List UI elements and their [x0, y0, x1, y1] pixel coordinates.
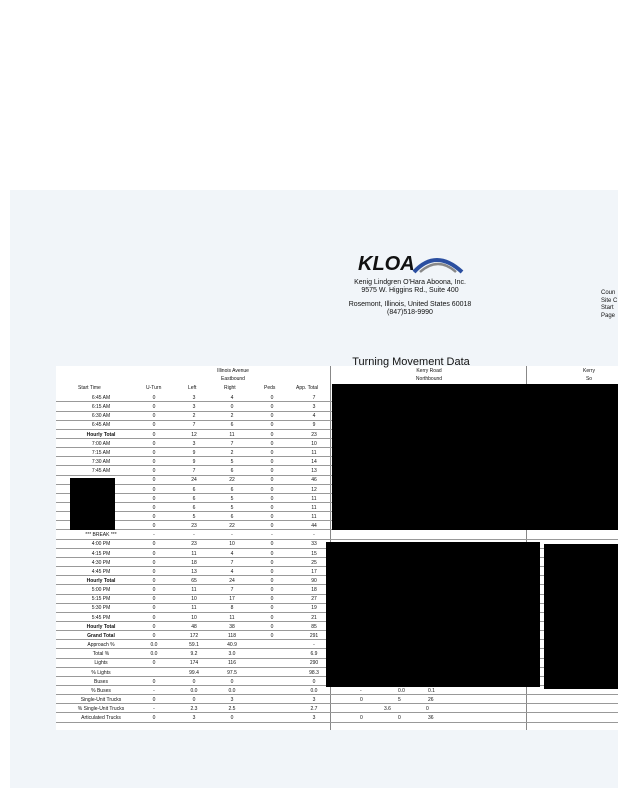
table-cell: 6: [230, 468, 234, 475]
table-cell: 0: [270, 486, 274, 493]
table-cell: 0: [270, 550, 274, 557]
table-cell: 291: [309, 632, 319, 639]
row-label: 5:45 PM: [91, 614, 111, 621]
header-uturn: U-Turn: [146, 385, 162, 391]
row-label: Hourly Total: [86, 431, 116, 438]
table-cell: 17: [229, 596, 235, 603]
table-cell: 10: [311, 440, 317, 447]
table-cell: 13: [191, 568, 197, 575]
row-label: 4:30 PM: [91, 559, 111, 566]
company-address: 9575 W. Higgins Rd., Suite 400: [361, 287, 459, 294]
table-cell: 0: [270, 395, 274, 401]
table-cell: 0.0: [228, 687, 236, 694]
table-cell: 0: [312, 678, 316, 685]
table-cell: 9.2: [190, 651, 198, 658]
table-cell: 19: [311, 605, 317, 612]
redaction-block: [326, 542, 540, 687]
table-cell: 0: [270, 477, 274, 484]
table-cell: 5: [230, 495, 234, 502]
table-cell: 0: [270, 614, 274, 621]
table-cell: 0.1: [428, 687, 435, 694]
table-cell: -: [313, 532, 315, 539]
table-cell: 0: [270, 596, 274, 603]
row-rule: [56, 722, 618, 723]
table-cell: 2.5: [228, 706, 236, 713]
header-app-total: App. Total: [296, 385, 319, 391]
row-label: 5:00 PM: [91, 587, 111, 594]
table-cell: 0: [270, 504, 274, 511]
row-label: 7:00 AM: [91, 440, 111, 447]
table-cell: 11: [311, 513, 317, 520]
table-cell: 0: [152, 696, 156, 703]
table-cell: 0: [426, 706, 429, 713]
table-cell: 0: [270, 440, 274, 447]
table-cell: -: [153, 706, 155, 713]
table-cell: 6: [230, 422, 234, 429]
table-cell: 8: [230, 605, 234, 612]
table-cell: 3: [230, 696, 234, 703]
table-cell: 97.5: [227, 669, 237, 676]
table-cell: 48: [191, 623, 197, 630]
table-cell: 3: [192, 715, 196, 722]
group-2-direction: Northbound: [415, 376, 443, 382]
table-cell: 5: [230, 504, 234, 511]
table-cell: 24: [229, 578, 235, 584]
table-cell: 2.3: [190, 706, 198, 713]
table-cell: 15: [311, 550, 317, 557]
table-row: [56, 696, 618, 704]
row-label: Buses: [94, 678, 108, 685]
redaction-block: [544, 544, 618, 689]
table-cell: 0: [270, 459, 274, 466]
table-cell: 0: [270, 587, 274, 594]
table-cell: -: [313, 642, 315, 649]
table-cell: 18: [311, 587, 317, 594]
table-cell: 0: [270, 513, 274, 520]
table-cell: 2.7: [310, 706, 318, 713]
table-cell: 3.0: [228, 651, 236, 658]
table-cell: 0: [152, 504, 156, 511]
header-right: Right: [224, 385, 236, 391]
table-cell: 6: [230, 486, 234, 493]
table-cell: 10: [229, 541, 235, 548]
table-cell: 0: [152, 559, 156, 566]
table-cell: -: [153, 687, 155, 694]
table-cell: 5: [398, 696, 401, 703]
table-cell: 0: [270, 559, 274, 566]
table-row: [56, 714, 618, 722]
table-cell: 90: [311, 578, 317, 584]
table-cell: 11: [229, 431, 235, 438]
table-cell: 0: [270, 568, 274, 575]
table-cell: 9: [192, 449, 196, 456]
company-name: Kenig Lindgren O'Hara Aboona, Inc.: [354, 279, 466, 286]
table-cell: 0: [152, 395, 156, 401]
table-cell: 0: [152, 440, 156, 447]
table-cell: 65: [191, 578, 197, 584]
row-label: 7:30 AM: [91, 459, 111, 466]
header-start-time: Start Time: [78, 385, 101, 391]
table-cell: 46: [311, 477, 317, 484]
row-label: 6:45 AM: [91, 422, 111, 429]
meta-page: Page: [601, 312, 616, 319]
row-label: Approach %: [87, 642, 115, 649]
table-cell: 5: [192, 513, 196, 520]
row-label: Total %: [92, 651, 110, 658]
table-cell: 0: [398, 715, 401, 722]
table-cell: 3: [312, 715, 316, 722]
table-cell: 7: [312, 395, 316, 401]
table-cell: 0: [270, 468, 274, 475]
table-cell: 0: [152, 678, 156, 685]
table-cell: 0: [270, 413, 274, 420]
table-cell: 0: [152, 605, 156, 612]
table-cell: -: [231, 532, 233, 539]
table-cell: 4: [230, 395, 234, 401]
group-3-street: Kerry: [583, 368, 595, 374]
table-cell: 10: [191, 614, 197, 621]
row-label: Articulated Trucks: [81, 715, 121, 722]
table-cell: 174: [189, 660, 199, 667]
table-cell: 13: [311, 468, 317, 475]
company-info: [330, 279, 490, 317]
table-cell: 0: [270, 623, 274, 630]
table-cell: 6: [230, 513, 234, 520]
table-cell: 172: [189, 632, 199, 639]
table-cell: 4: [230, 550, 234, 557]
table-cell: 3: [192, 404, 196, 411]
table-cell: 7: [192, 468, 196, 475]
meta-start: Start: [601, 305, 614, 311]
table-cell: 118: [228, 632, 236, 639]
table-cell: 22: [229, 523, 235, 530]
table-cell: 0: [152, 660, 156, 667]
table-cell: 0: [152, 486, 156, 493]
table-cell: 7: [192, 422, 196, 429]
table-cell: 0: [270, 632, 274, 639]
meta-count: Coun: [601, 290, 616, 296]
table-cell: 59.1: [189, 642, 199, 649]
table-cell: 0: [152, 587, 156, 594]
table-cell: 0.0: [190, 687, 198, 694]
table-cell: 3: [312, 696, 316, 703]
table-cell: 11: [191, 605, 197, 612]
table-cell: 0: [270, 541, 274, 548]
table-cell: 0.0: [310, 687, 318, 694]
table-cell: 17: [311, 568, 317, 575]
count-meta: [601, 290, 617, 320]
table-cell: 0: [152, 578, 156, 584]
table-cell: 3: [312, 404, 316, 411]
table-cell: 23: [311, 431, 317, 438]
table-cell: 0: [152, 495, 156, 502]
table-cell: 0: [152, 541, 156, 548]
table-cell: 98.3: [309, 669, 319, 676]
table-cell: 0: [152, 468, 156, 475]
table-cell: 0: [230, 715, 234, 722]
group-3-direction: So: [585, 376, 593, 382]
table-row: [56, 705, 618, 713]
table-cell: 0: [152, 614, 156, 621]
table-cell: 22: [229, 477, 235, 484]
table-cell: 0: [152, 596, 156, 603]
table-cell: 5: [230, 459, 234, 466]
table-cell: 0: [152, 477, 156, 484]
table-cell: 12: [311, 486, 317, 493]
table-cell: -: [193, 532, 195, 539]
table-cell: 0: [270, 449, 274, 456]
table-cell: -: [153, 532, 155, 539]
table-cell: 0: [192, 696, 196, 703]
company-city: Rosemont, Illinois, United States 60018: [348, 301, 472, 308]
row-label: % Lights: [91, 669, 111, 676]
table-cell: 0: [270, 404, 274, 411]
row-label: 5:30 PM: [91, 605, 111, 612]
table-cell: 0: [270, 578, 274, 584]
table-cell: 25: [311, 559, 317, 566]
row-label: Hourly Total: [86, 578, 116, 584]
table-cell: 0: [270, 523, 274, 530]
row-label: 6:45 AM: [91, 395, 111, 401]
row-label: 5:15 PM: [91, 596, 111, 603]
table-cell: 0.0: [150, 642, 158, 649]
table-cell: 6: [192, 495, 196, 502]
table-cell: 11: [229, 614, 235, 621]
table-cell: 0: [360, 696, 363, 703]
table-cell: 3.6: [384, 706, 391, 713]
table-cell: 23: [191, 523, 197, 530]
row-label: % Buses: [91, 687, 111, 694]
table-cell: 0: [152, 523, 156, 530]
table-cell: 0: [152, 632, 156, 639]
table-cell: 0: [270, 422, 274, 429]
table-cell: 7: [230, 440, 234, 447]
table-cell: 0: [152, 550, 156, 557]
table-cell: 11: [311, 504, 317, 511]
table-cell: 9: [192, 459, 196, 466]
row-label: 4:15 PM: [91, 550, 111, 557]
table-row: [56, 531, 618, 539]
table-cell: 0: [270, 431, 274, 438]
table-cell: 290: [309, 660, 319, 667]
table-cell: 38: [229, 623, 235, 630]
table-cell: -: [360, 687, 362, 694]
redaction-block: [70, 478, 115, 530]
table-cell: 7: [230, 587, 234, 594]
row-label: Single-Unit Trucks: [80, 696, 122, 703]
table-cell: 99.4: [189, 669, 199, 676]
header-left: Left: [188, 385, 197, 391]
table-cell: 0: [152, 404, 156, 411]
header-peds: Peds: [264, 385, 276, 391]
table-cell: 2: [230, 449, 234, 456]
table-cell: 6: [192, 486, 196, 493]
table-cell: 3: [192, 395, 196, 401]
table-cell: 3: [192, 440, 196, 447]
row-label: 6:30 AM: [91, 413, 111, 420]
company-logo: [356, 250, 466, 278]
row-label: 4:00 PM: [91, 541, 111, 548]
table-cell: 6.9: [310, 651, 318, 658]
table-cell: 14: [311, 459, 317, 466]
row-label: 6:15 AM: [91, 404, 111, 411]
table-cell: 26: [428, 696, 434, 703]
table-cell: 9: [312, 422, 316, 429]
table-cell: 40.9: [227, 642, 237, 649]
table-cell: 0: [152, 715, 156, 722]
meta-site: Site C: [601, 297, 618, 304]
company-phone: (847)518-9990: [387, 309, 433, 316]
table-cell: 0: [152, 422, 156, 429]
table-cell: 12: [191, 431, 197, 438]
table-cell: 7: [230, 559, 234, 566]
table-cell: 11: [191, 587, 197, 594]
table-cell: 0: [152, 449, 156, 456]
table-row: [56, 687, 618, 695]
table-cell: 6: [192, 504, 196, 511]
table-cell: 10: [191, 596, 197, 603]
table-cell: 116: [228, 660, 236, 667]
table-cell: 2: [192, 413, 196, 420]
table-cell: 0: [270, 495, 274, 502]
group-1-direction: Eastbound: [221, 376, 245, 382]
table-cell: 85: [311, 623, 317, 630]
table-cell: 2: [230, 413, 234, 420]
table-cell: 0: [230, 678, 234, 685]
table-cell: 33: [311, 541, 317, 548]
table-cell: -: [271, 532, 273, 539]
table-cell: 11: [191, 550, 197, 557]
table-title: Turning Movement Data: [352, 356, 470, 368]
table-cell: 0: [230, 404, 234, 411]
row-label: Lights: [94, 660, 108, 667]
row-label: 4:45 PM: [91, 568, 111, 575]
table-cell: 0.0: [398, 687, 405, 694]
row-label: Grand Total: [87, 632, 115, 639]
row-label: 7:15 AM: [91, 449, 111, 456]
table-cell: 11: [311, 449, 317, 456]
table-cell: 4: [230, 568, 234, 575]
table-cell: 27: [311, 596, 317, 603]
table-cell: 0: [152, 623, 156, 630]
table-cell: 0: [152, 413, 156, 420]
table-cell: 0.0: [150, 651, 158, 658]
table-cell: 36: [428, 715, 434, 722]
svg-text:KLOA: KLOA: [358, 253, 415, 275]
row-label: 7:45 AM: [91, 468, 111, 475]
table-cell: 0: [152, 568, 156, 575]
table-cell: 0: [360, 715, 363, 722]
table-cell: 18: [191, 559, 197, 566]
table-cell: 24: [191, 477, 197, 484]
row-label: Hourly Total: [86, 623, 116, 630]
table-cell: 23: [191, 541, 197, 548]
table-cell: 0: [192, 678, 196, 685]
table-cell: 0: [152, 459, 156, 466]
table-cell: 0: [270, 605, 274, 612]
table-cell: 0: [152, 513, 156, 520]
table-cell: 44: [311, 523, 317, 530]
group-2-street: Kerry Road: [416, 368, 442, 374]
row-label: *** BREAK ***: [85, 532, 117, 539]
group-1-street: Illinois Avenue: [217, 368, 249, 374]
table-cell: 0: [152, 431, 156, 438]
table-cell: 4: [312, 413, 316, 420]
table-cell: 21: [311, 614, 317, 621]
row-label: % Single-Unit Trucks: [77, 706, 125, 713]
table-cell: 11: [311, 495, 317, 502]
redaction-block: [332, 384, 618, 530]
